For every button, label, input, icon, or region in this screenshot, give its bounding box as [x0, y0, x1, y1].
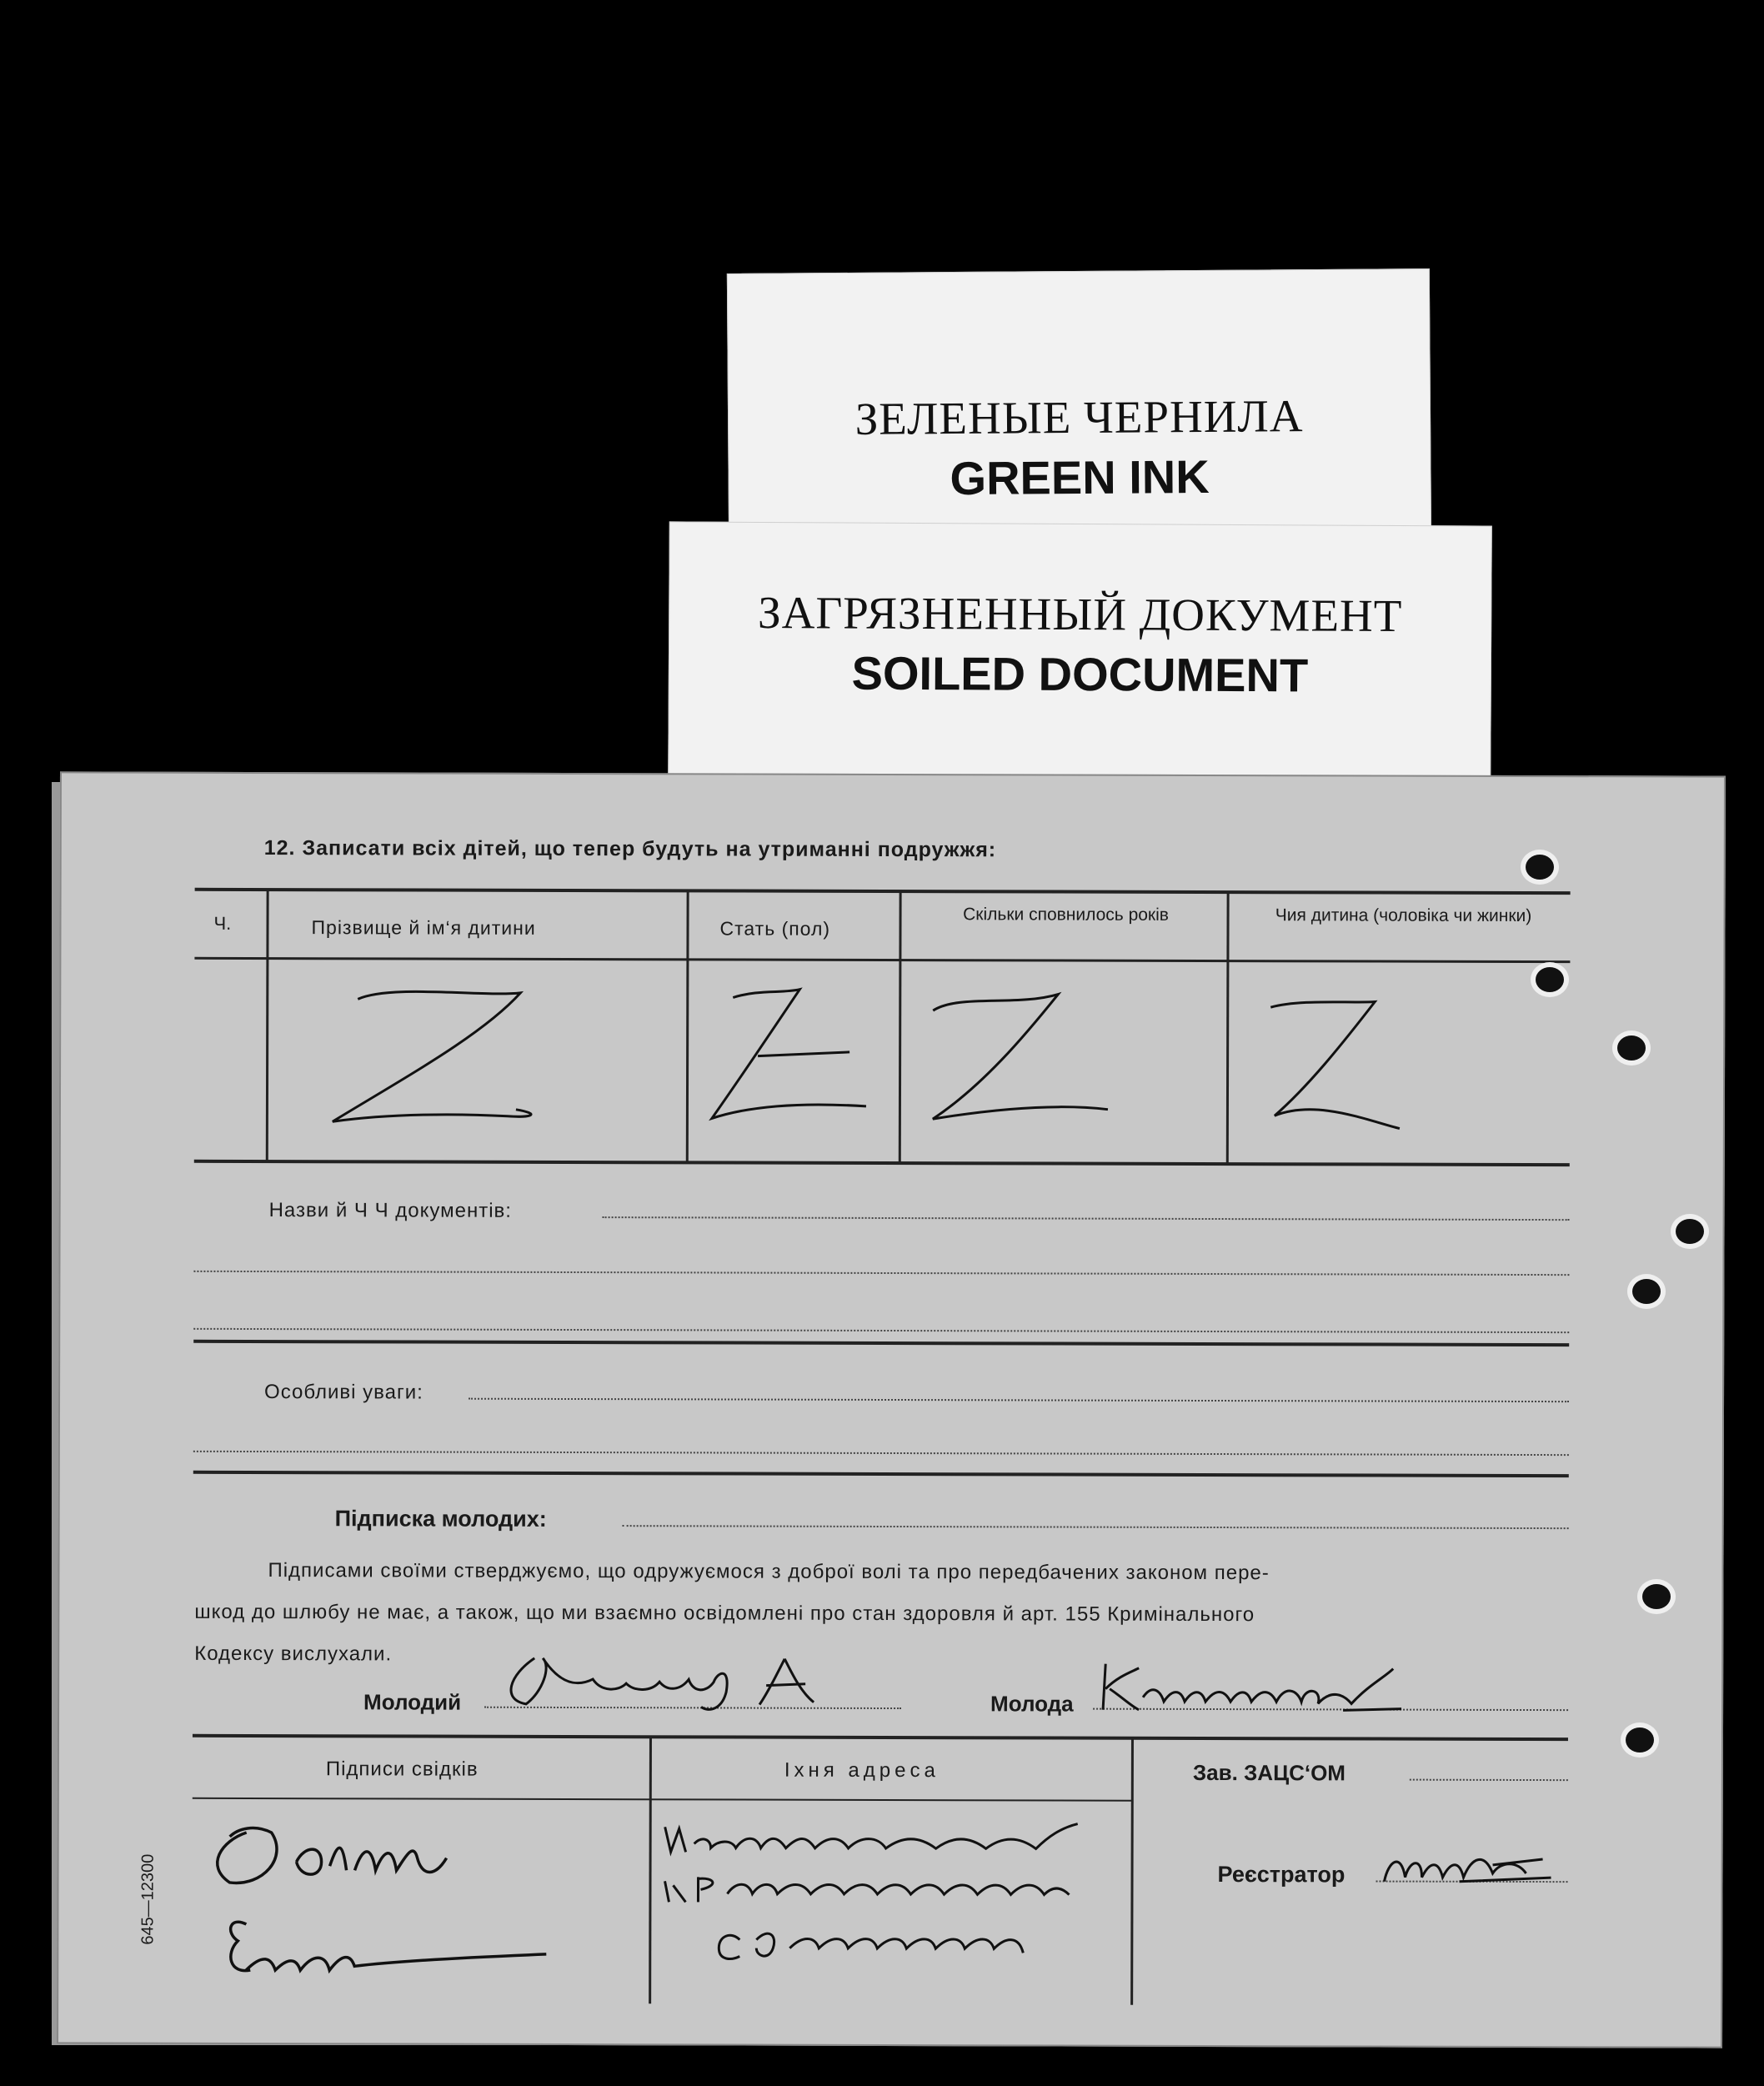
special-notes-label: Особливі уваги:: [264, 1381, 423, 1404]
punch-hole: [1676, 1219, 1704, 1244]
col-child-name-header: Прізвище й ім‘я дитини: [311, 916, 536, 939]
col-sex-header: Стать (пол): [719, 917, 831, 940]
punch-hole: [1632, 1279, 1661, 1304]
signature-heading-field: [623, 1525, 1569, 1529]
section-rule: [193, 1471, 1569, 1477]
table-top-rule: [195, 888, 1571, 895]
special-notes-field-line2: [193, 1451, 1569, 1456]
green-ink-ru: ЗЕЛЕНЫЕ ЧЕРНИЛА: [854, 390, 1304, 444]
declaration-line-2: шкод до шлюбу не має, а також, що ми взаємно освідомлені про стан здоровля й арт. 155 Кримінального: [194, 1600, 1255, 1627]
declaration-line-1: Підписами своїми стверджуємо, що одружуємося з доброї волі та про передбачених законом пере-: [268, 1559, 1270, 1585]
col-number-header: Ч.: [213, 912, 232, 934]
col-parent-header: Чия дитина (чоловіка чи жинки): [1275, 905, 1532, 926]
handwritten-dash-marks: [266, 959, 1571, 1164]
handwritten-address: [652, 1802, 1128, 2003]
section-12-title: 12. Записати всіх дітей, що тепер будуть на утриманні подружжя:: [263, 836, 997, 862]
document-names-field: [603, 1216, 1570, 1221]
signature-heading: Підписка молодих:: [334, 1506, 547, 1532]
witness-signatures: [196, 1808, 647, 2008]
punch-hole: [1536, 967, 1564, 992]
bottom-grid-top-rule: [193, 1734, 1568, 1741]
registry-head-field: [1410, 1779, 1568, 1781]
green-ink-en: GREEN INK: [950, 449, 1210, 505]
address-header: Іхня адреса: [784, 1758, 940, 1783]
document-names-field-line2: [193, 1271, 1569, 1276]
groom-signature: [501, 1642, 876, 1717]
witness-signatures-header: Підписи свідків: [325, 1758, 479, 1781]
section-rule: [193, 1340, 1569, 1346]
registrar-label: Реєстратор: [1217, 1862, 1346, 1888]
bride-label: Молода: [990, 1691, 1074, 1717]
declaration-line-3: Кодексу вислухали.: [194, 1642, 393, 1666]
bottom-grid-divider: [1130, 1738, 1134, 2005]
soiled-document-label-card: [668, 521, 1492, 785]
form-side-code: 645—12300: [138, 1853, 158, 1945]
registry-head-label: Зав. ЗАЦС‘ОМ: [1192, 1759, 1346, 1786]
green-ink-label-card: [727, 268, 1431, 550]
registrar-signature: [1376, 1836, 1567, 1895]
punch-hole: [1617, 1035, 1646, 1061]
punch-hole: [1526, 855, 1554, 880]
soiled-document-ru: ЗАГРЯЗНЕННЫЙ ДОКУМЕНТ: [757, 586, 1403, 642]
special-notes-field: [469, 1398, 1569, 1402]
marriage-record-form: [57, 771, 1726, 2048]
punch-hole: [1626, 1727, 1654, 1753]
soiled-document-en: SOILED DOCUMENT: [851, 646, 1309, 702]
document-names-label: Назви й Ч Ч документів:: [268, 1199, 513, 1222]
bride-signature: [1093, 1652, 1443, 1719]
col-age-header: Скільки сповнилось років: [963, 905, 1169, 925]
groom-label: Молодий: [363, 1689, 462, 1715]
document-names-field-line3: [193, 1328, 1569, 1333]
punch-hole: [1642, 1584, 1671, 1609]
bottom-grid-header-rule: [193, 1798, 1132, 1802]
